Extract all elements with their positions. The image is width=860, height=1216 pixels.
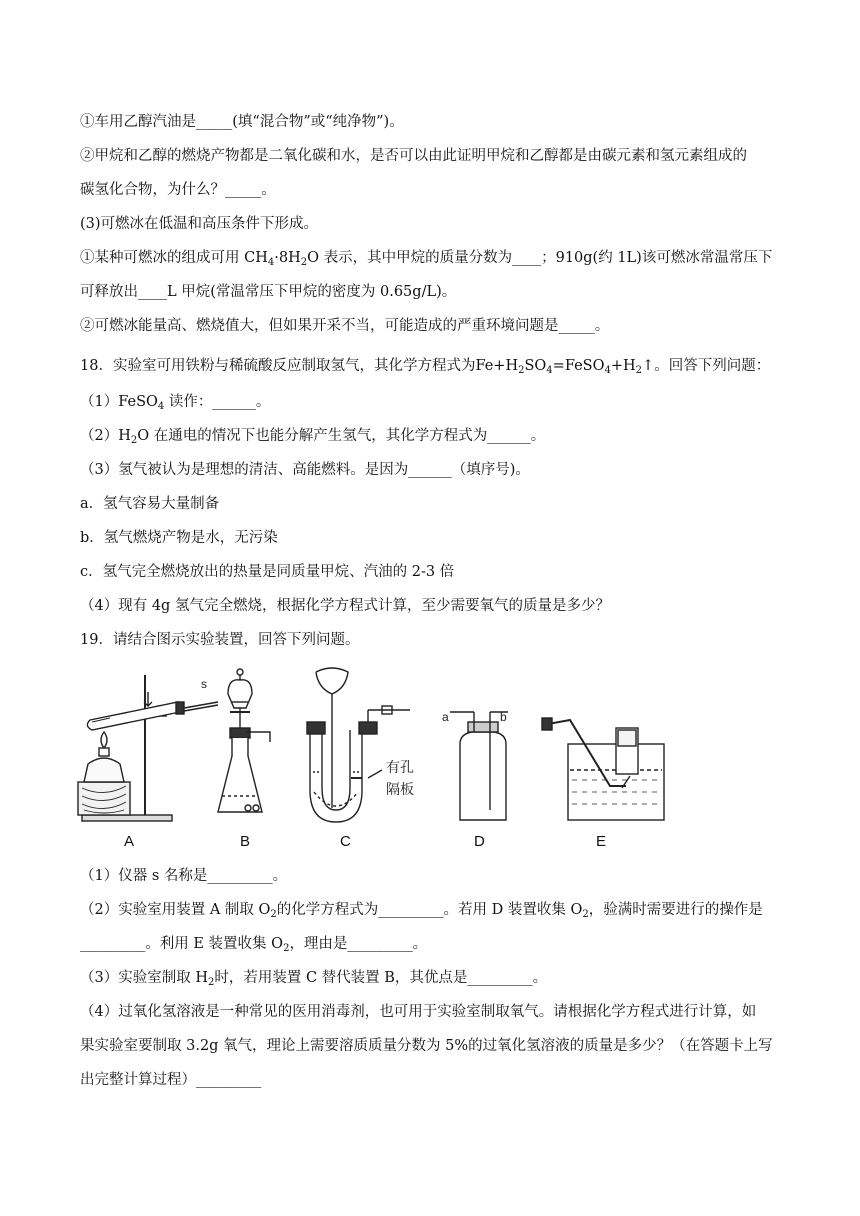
q18-p1-a: （1）FeSO [80, 394, 158, 410]
q19-part-4-line-1: （4）过氧化氢溶液是一种常见的医用消毒剂，也可用于实验室制取氧气。请根据化学方程式进行计算，如 [80, 1004, 757, 1020]
q18-stem-s1: 2 [518, 365, 525, 376]
apparatus-label-d: D [474, 833, 485, 850]
label-a: a [442, 710, 449, 724]
q17-line-3: 碳氢化合物，为什么？_____。 [80, 182, 276, 198]
q19-p2-line2-sub: 2 [283, 943, 290, 954]
q18-part-3: （3）氢气被认为是理想的清洁、高能燃料。是因为______（填序号)。 [80, 462, 530, 478]
q17-line-5 [80, 248, 772, 273]
q18-option-b: b．氢气燃烧产物是水，无污染 [80, 530, 278, 546]
q18-stem-c: =FeSO [552, 358, 605, 374]
q19-p3-a: （3）实验室制取 H [80, 970, 208, 986]
q19-p2-line2-b: ，理由是_________。 [289, 936, 428, 952]
q19-p2-a: （2）实验室用装置 A 制取 O [80, 902, 271, 918]
apparatus-label-a: A [124, 833, 135, 850]
apparatus-figure [70, 660, 710, 835]
q18-p2-sub: 2 [130, 435, 138, 446]
q19-p2-b: 的化学方程式为_________。若用 D 装置收集 O [276, 902, 583, 918]
q18-stem-s2: 4 [546, 365, 553, 376]
q17-line-5-sub2: 2 [300, 257, 308, 268]
q19-p2-sub1: 2 [270, 909, 277, 920]
q18-option-c: c．氢气完全燃烧放出的热量是同质量甲烷、汽油的 2-3 倍 [80, 564, 455, 580]
apparatus-d-drawing [450, 712, 508, 820]
q18-part-1 [80, 392, 270, 417]
q19-part-2-line-1 [80, 900, 763, 925]
label-plate-2: 隔板 [386, 781, 414, 797]
q17-line-2: ②甲烷和乙醇的燃烧产物都是二氧化碳和水，是否可以由此证明甲烷和乙醇都是由碳元素和氢元素组成的 [80, 148, 747, 164]
q17-line-5-c: O 表示，其中甲烷的质量分数为____；910g(约 1L)该可燃冰常温常压下 [307, 250, 773, 266]
q17-line-4: (3)可燃冰在低温和高压条件下形成。 [80, 216, 319, 232]
q18-p1-b: 读作：______。 [164, 394, 271, 410]
q19-part-4-line-3: 出完整计算过程）_________ [80, 1072, 262, 1088]
q19-part-2-line-2 [80, 934, 427, 959]
apparatus-a-drawing [78, 675, 218, 821]
label-plate-1: 有孔 [386, 759, 414, 775]
q18-stem-s4: 2 [635, 365, 643, 376]
q17-line-1: ①车用乙醇汽油是_____(填“混合物”或“纯净物”)。 [80, 114, 404, 130]
q18-p2-b: O 在通电的情况下也能分解产生氢气，其化学方程式为______。 [137, 428, 546, 444]
q18-stem-e: ↑。回答下列问题： [642, 358, 771, 374]
q18-part-2 [80, 426, 545, 451]
q19-part-4-line-2: 果实验室要制取 3.2g 氧气，理论上需要溶质质量分数为 5%的过氧化氢溶液的质量是多少？（在答题卡上写 [80, 1038, 773, 1054]
q19-part-1: （1）仪器 s 名称是_________。 [80, 868, 288, 884]
apparatus-label-b: B [240, 833, 251, 850]
q17-line-5-b: ·8H [274, 250, 301, 266]
q18-option-a: a．氢气容易大量制备 [80, 496, 220, 512]
q19-p2-c: ，验满时需要进行的操作是 [588, 902, 763, 918]
apparatus-label-e: E [596, 833, 607, 850]
q19-part-3 [80, 968, 547, 993]
q18-stem-b: SO [524, 358, 547, 374]
q19-p2-line2-a: _________。利用 E 装置收集 O [80, 936, 284, 952]
q17-line-5-sub1: 4 [267, 257, 275, 268]
q17-line-6: 可释放出____L 甲烷(常温常压下甲烷的密度为 0.65g/L)。 [80, 284, 457, 300]
q18-stem [80, 356, 770, 381]
q17-line-5-a: ①某种可燃冰的组成可用 CH [80, 250, 268, 266]
q19-stem: 19．请结合图示实验装置，回答下列问题。 [80, 632, 360, 648]
q18-stem-s3: 4 [604, 365, 611, 376]
q18-p1-sub: 4 [157, 401, 165, 412]
apparatus-e-drawing [542, 718, 664, 820]
q19-p2-sub2: 2 [582, 909, 589, 920]
q18-stem-d: +H [610, 358, 636, 374]
apparatus-b-drawing [218, 669, 270, 812]
apparatus-label-c: C [340, 833, 351, 850]
q17-line-7: ②可燃冰能量高、燃烧值大，但如果开采不当，可能造成的严重环境问题是_____。 [80, 318, 610, 334]
apparatus-c-drawing [307, 668, 410, 822]
q18-p2-a: （2）H [80, 428, 131, 444]
label-b: b [500, 710, 507, 724]
q19-p3-sub: 2 [207, 977, 215, 988]
q18-stem-a: 18．实验室可用铁粉与稀硫酸反应制取氢气，其化学方程式为Fe+H [80, 358, 519, 374]
label-s: s [201, 677, 207, 691]
q18-part-4: （4）现有 4g 氢气完全燃烧，根据化学方程式计算，至少需要氧气的质量是多少？ [80, 598, 610, 614]
q19-p3-b: 时，若用装置 C 替代装置 B，其优点是_________。 [214, 970, 548, 986]
